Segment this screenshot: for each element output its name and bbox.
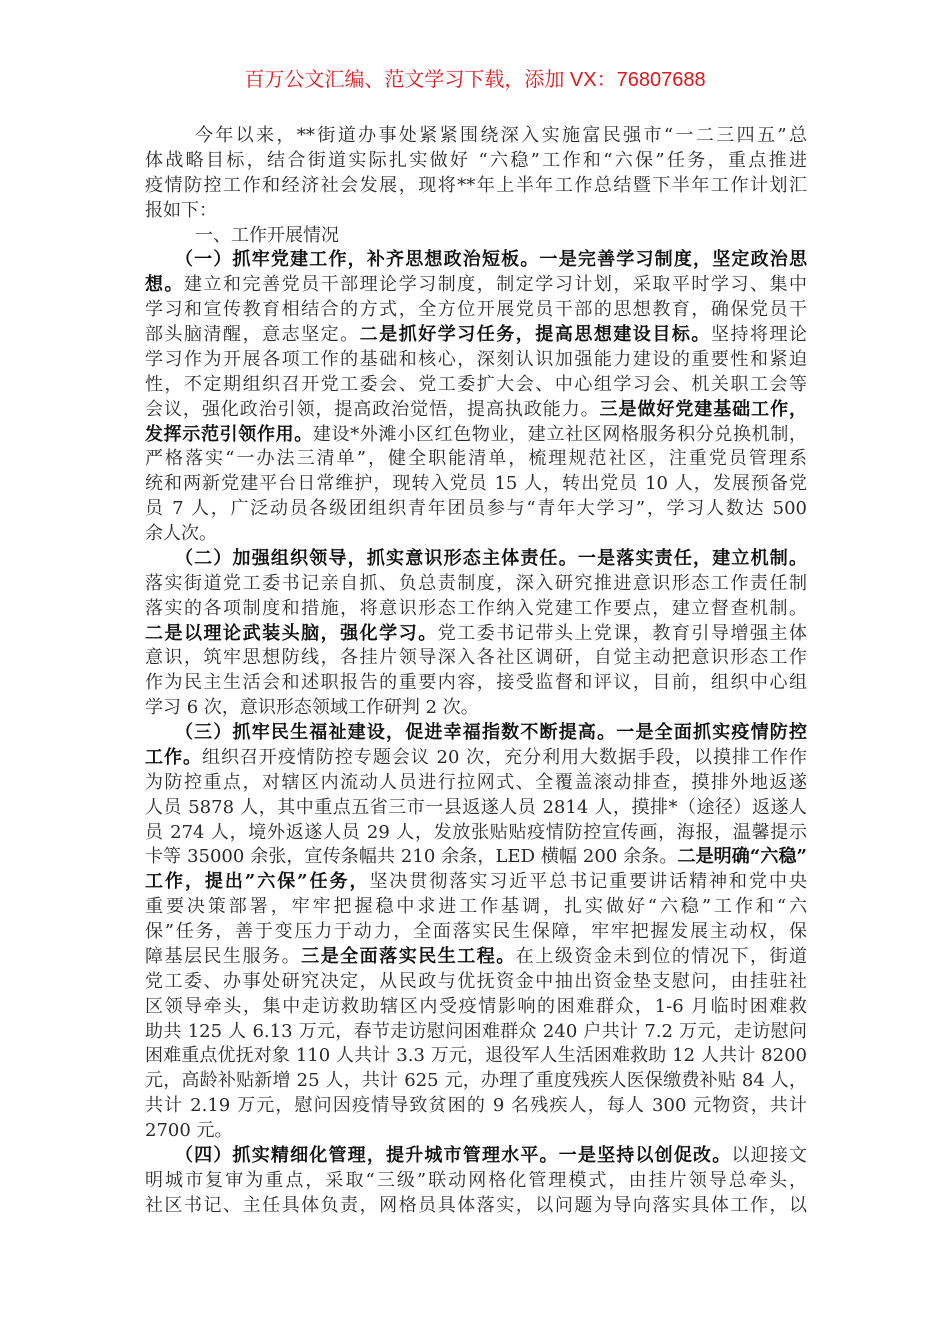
text-line: [145, 1144, 807, 1169]
text-line: [145, 771, 807, 796]
text-line: [145, 671, 807, 696]
body-text: 严格落实“一办法三清单”，健全职能清单，梳理规范社区，注重党员管理系: [145, 448, 807, 470]
text-line: [145, 323, 807, 348]
text-line: [145, 472, 807, 497]
bold-text: 发挥示范引领作用。: [145, 423, 313, 445]
text-line: [145, 646, 807, 671]
text-line: [145, 1020, 807, 1045]
bold-text: （一）抓牢党建工作，补齐思想政治短板。一是完善学习制度，坚定政治思: [175, 249, 807, 271]
text-line: [145, 796, 807, 821]
body-text: 党工委、办事处研究决定，从民政与优抚资金中抽出资金垫支慰问，由挂驻社: [145, 970, 807, 992]
bold-text: 工作，提出”六保”任务，: [145, 871, 370, 893]
text-line: [145, 497, 807, 522]
document-body: [145, 124, 807, 1219]
body-text: 区领导牵头，集中走访救助辖区内受疫情影响的困难群众，1-6 月临时困难救: [145, 995, 807, 1017]
bold-text: （三）抓牢民生福祉建设，促进幸福指数不断提高。一是全面抓实疫情防控: [175, 722, 807, 743]
body-text: 作为民主生活会和述职报告的重要内容，接受监督和评议，目前，组织中心组: [145, 672, 807, 694]
bold-text: （二）加强组织领导，抓实意识形态主体责任。一是落实责任，建立机制。: [175, 547, 807, 569]
body-text: 建立和完善党员干部理论学习制度，制定学习计划，采取平时学习、集中: [184, 274, 807, 296]
bold-text: 二是抓好学习任务，提高思想建设目标。: [359, 324, 711, 345]
text-line: [145, 970, 807, 995]
text-line: [145, 373, 807, 398]
body-text: 报如下：: [145, 199, 217, 221]
text-line: [145, 945, 807, 970]
bold-text: 想。: [145, 274, 185, 296]
body-text: 学习和宣传教育相结合的方式，全方位开展党员干部的思想教育，确保党员干: [145, 299, 807, 321]
body-text: 2700 元。: [145, 1120, 233, 1141]
text-line: [145, 746, 807, 771]
bold-text: 三是做好党建基础工作，: [599, 398, 808, 420]
body-text: 今年以来，**街道办事处紧紧围绕深入实施富民强市“一二三四五”总: [195, 125, 807, 146]
body-text: 组织召开疫情防控专题会议 20 次，充分利用大数据手段，以摸排工作作: [201, 746, 807, 768]
body-text: 落实的各项制度和措施，将意识形态工作纳入党建工作要点，建立督查机制。: [145, 597, 807, 619]
text-line: [145, 995, 807, 1020]
bold-text: （四）抓实精细化管理，提升城市管理水平。一是坚持以创促改。: [175, 1144, 732, 1166]
text-line: [145, 423, 807, 448]
text-line: [145, 1194, 807, 1219]
body-text: 社区书记、主任具体负责，网格员具体落实，以问题为导向落实具体工作，以: [145, 1194, 807, 1216]
body-text: 人员 5878 人，其中重点五省三市一县返遂人员 2814 人，摸排*（途径）返遂人: [145, 796, 807, 818]
body-text: 障基层民生服务。: [145, 945, 302, 967]
body-text: 党工委书记带头上党课，教育引导增强主体: [437, 622, 808, 644]
bold-text: 工作。: [145, 746, 202, 768]
bold-text: 二是以理论武装头脑，强化学习。: [145, 622, 438, 644]
text-line: [145, 821, 807, 846]
body-text: 统和两新党建平台日常维护，现转入党员 15 人，转出党员 10 人，发展预备党: [145, 473, 807, 495]
text-line: [145, 248, 807, 273]
text-line: [145, 1169, 807, 1194]
bold-text: 三是全面落实民生工程。: [301, 945, 516, 967]
text-line: [145, 597, 807, 622]
body-text: 困难重点优抚对象 110 人共计 3.3 万元，退役军人生活困难救助 12 人共计 8200: [145, 1045, 807, 1067]
text-line: [145, 696, 807, 721]
body-text: 落实街道党工委书记亲自抓、负总责制度，深入研究推进意识形态工作责任制: [145, 572, 807, 594]
body-text: 部头脑清醒，意志坚定。: [145, 324, 360, 345]
text-line: [145, 273, 807, 298]
text-line: [145, 348, 807, 373]
body-text: 学习作为开展各项工作的基础和核心，深刻认识加强能力建设的重要性和紧迫: [145, 348, 807, 370]
text-line: [145, 1044, 807, 1069]
bold-text: 二是明确“六稳”: [677, 846, 807, 868]
body-text: 学习 6 次，意识形态领域工作研判 2 次。: [145, 697, 479, 719]
body-text: 员 274 人，境外返遂人员 29 人，发放张贴贴疫情防控宣传画，海报，温馨提示: [145, 821, 807, 843]
text-line: [145, 622, 807, 647]
text-line: [145, 199, 807, 224]
body-text: 助共 125 人 6.13 万元，春节走访慰问困难群众 240 户共计 7.2 万元，走访慰问: [145, 1020, 807, 1042]
text-line: [145, 447, 807, 472]
text-line: [145, 895, 807, 920]
body-text: 坚决贯彻落实习近平总书记重要讲话精神和党中央: [369, 871, 807, 893]
body-text: 一、工作开展情况: [195, 224, 339, 246]
text-line: [145, 149, 807, 174]
body-text: 意识，筑牢思想防线，各挂片领导深入各社区调研，自觉主动把意识形态工作: [145, 647, 807, 669]
text-line: [145, 174, 807, 199]
body-text: 保”任务，善于变压力于动力，全面落实民生保障，牢牢把握发展主动权，保: [145, 921, 807, 942]
body-text: 性，不定期组织召开党工委会、党工委扩大会、中心组学习会、机关职工会等: [145, 373, 807, 395]
body-text: 会议，强化政治引领，提高政治觉悟，提高执政能力。: [145, 398, 600, 420]
text-line: [145, 870, 807, 895]
text-line: [145, 721, 807, 746]
text-line: [145, 845, 807, 870]
body-text: 员 7 人，广泛动员各级团组织青年团员参与“青年大学习”，学习人数达 500: [145, 498, 807, 520]
body-text: 以迎接文: [731, 1144, 807, 1166]
text-line: [145, 572, 807, 597]
body-text: 为防控重点，对辖区内流动人员进行拉网式、全覆盖滚动排查，摸排外地返遂: [145, 771, 807, 793]
body-text: 疫情防控工作和经济社会发展，现将**年上半年工作总结暨下半年工作计划汇: [145, 174, 807, 196]
body-text: 坚持将理论: [710, 324, 808, 345]
text-line: [145, 398, 807, 423]
text-line: [145, 224, 807, 249]
body-text: 元，高龄补贴新增 25 人，共计 625 元，办理了重度残疾人医保缴费补贴 84 人，: [145, 1070, 807, 1092]
text-line: [145, 522, 807, 547]
watermark-banner: 百万公文汇编、范文学习下载，添加 VX：76807688: [244, 69, 706, 91]
text-line: [145, 124, 807, 149]
body-text: 共计 2.19 万元，慰问因疫情导致贫困的 9 名残疾人，每人 300 元物资，共计: [145, 1095, 807, 1117]
body-text: 重要决策部署，牢牢把握稳中求进工作基调，扎实做好“六稳”工作和“六: [145, 896, 807, 918]
body-text: 体战略目标，结合街道实际扎实做好 “六稳”工作和“六保”任务，重点推进: [145, 149, 807, 171]
body-text: 建设*外滩小区红色物业，建立社区网格服务积分兑换机制，: [312, 423, 808, 445]
text-line: [145, 1069, 807, 1094]
text-line: [145, 1094, 807, 1119]
body-text: 在上级资金未到位的情况下，街道: [515, 945, 808, 967]
body-text: 明城市复审为重点，采取“三级”联动网格化管理模式，由挂片领导总牵头，: [145, 1169, 807, 1191]
text-line: [145, 1119, 807, 1144]
text-line: [145, 547, 807, 572]
body-text: 余人次。: [145, 523, 217, 544]
text-line: [145, 298, 807, 323]
body-text: 卡等 35000 余张，宣传条幅共 210 余条，LED 横幅 200 余条。: [145, 846, 678, 868]
text-line: [145, 920, 807, 945]
